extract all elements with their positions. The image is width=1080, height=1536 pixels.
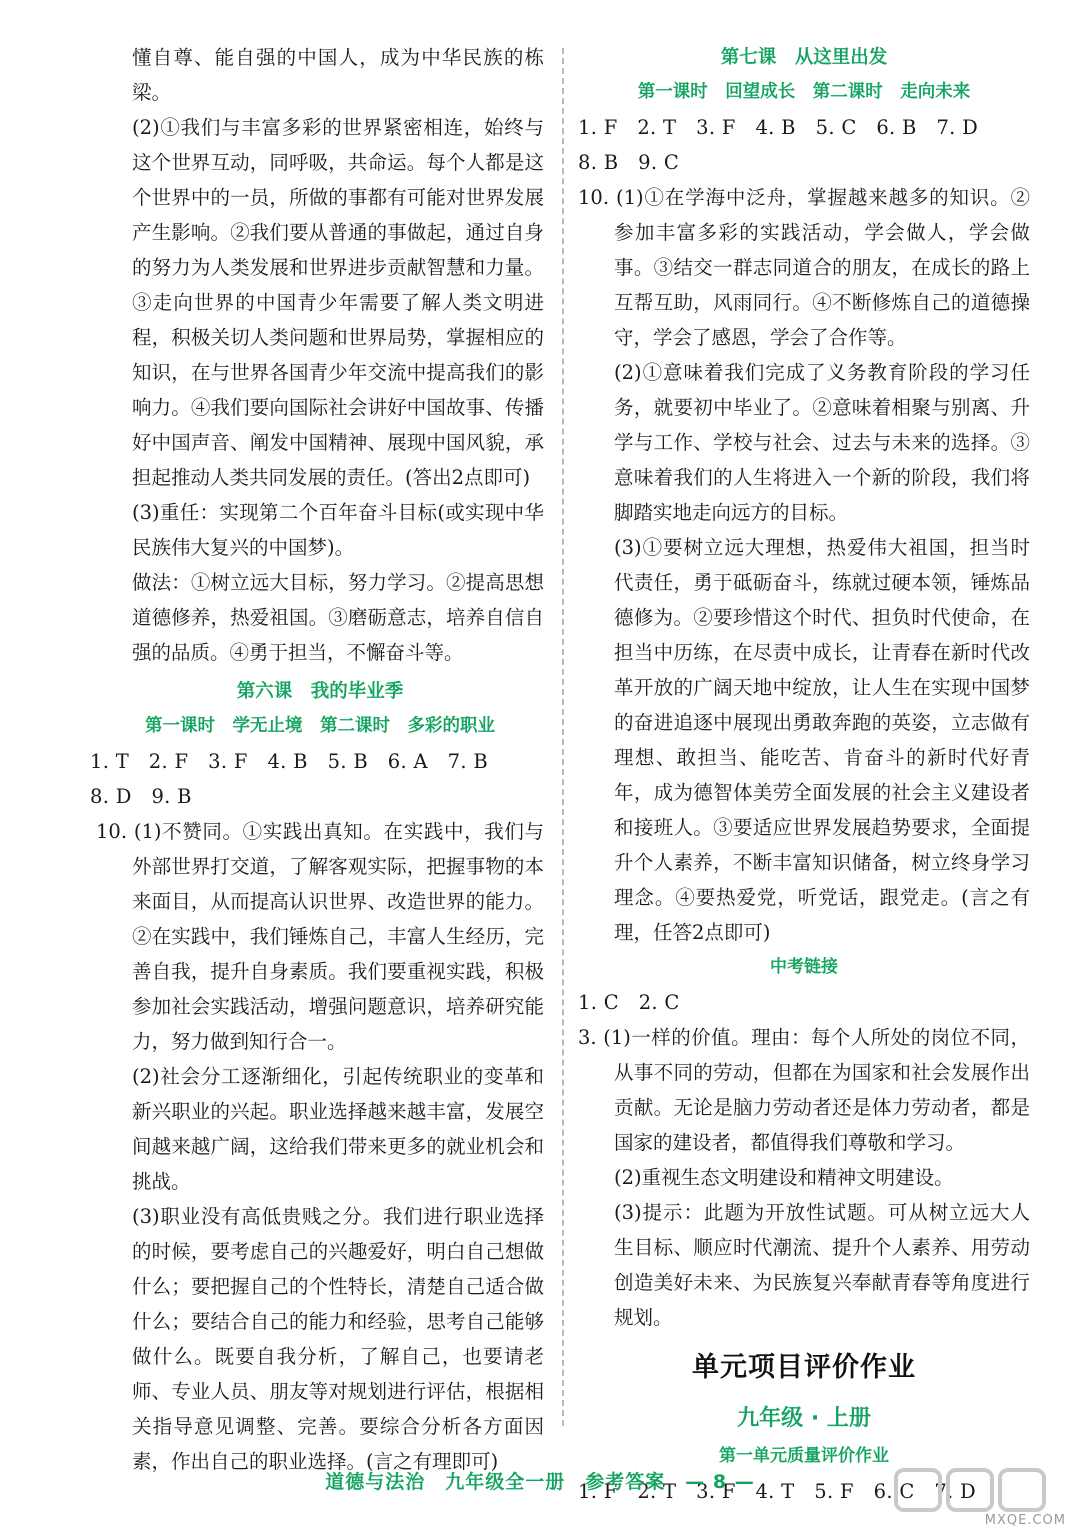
zhongkao-link-title: 中考链接 [770,957,838,977]
zhongkao-q3-part-3: (3)提示：此题为开放性试题。可从树立远大人生目标、顺应时代潮流、提升个人素养、用劳动创造美好未来、为民族复兴奉献青春等角度进行规划。 [614,1201,1030,1329]
question-10-part-1: 10. (1)①在学海中泛舟，掌握越来越多的知识。②参加丰富多彩的实践活动，学会做人，学会做事。③结交一群志同道合的朋友，在成长的路上互帮互助，风雨同行。④不断修炼自己的道德操守，学会了感恩，学会了合作等。 [578,186,1030,349]
question-10-part-3: (3)①要树立远大理想，热爱伟大祖国，担当时代责任，勇于砥砺奋斗，练就过硬本领，锤炼品德修为。②要珍惜这个时代、担负时代使命，在担当中历练，在尽责中成长，让青春在新时代改革开放的广阔天地中绽放，让人生在实现中国梦的奋进追逐中展现出勇敢奔跑的英姿，立志做有理想、敢担当、能吃苦、肯奋斗的新时代好青年，成为德智体美劳全面发展的社会主义建设者和接班人。③要适应世界发展趋势要求，全面提升个人素养，不断丰富知识储备，树立终身学习理念。④要热爱党，听党话，跟党走。(言之有理，任答2点即可) [614,536,1030,944]
zhongkao-q3-part-2: (2)重视生态文明建设和精神文明建设。 [614,1166,954,1189]
grade-title: 九年级 · 上册 [737,1406,871,1431]
answer-row: 1. F 2. T 3. F 4. B 5. C 6. B 7. D [578,116,979,139]
answer-row: 1. C 2. C [578,991,680,1014]
answer-row: 8. B 9. C [578,151,680,174]
page-footer: 道德与法治 九年级全一册 参考答案 — 8 — [325,1471,755,1493]
question-10-part-2: (2)社会分工逐渐细化，引起传统职业的变革和新兴职业的兴起。职业选择越来越丰富，发展空间越来越广阔，这给我们带来更多的就业机会和挑战。 [132,1065,544,1193]
question-10-part-2: (2)①意味着我们完成了义务教育阶段的学习任务，就要初中毕业了。②意味着相聚与别离、升学与工作、学校与社会、过去与未来的选择。③意味着我们的人生将进入一个新的阶段，我们将脚踏实地走向远方的目标。 [614,361,1030,524]
question-10-part-3: (3)职业没有高低贵贱之分。我们进行职业选择的时候，要考虑自己的兴趣爱好，明白自己想做什么；要把握自己的个性特长，清楚自己适合做什么；要结合自己的能力和经验，思考自己能够做什么。既要自我分析，了解自己，也要请老师、专业人员、朋友等对规划进行评估，根据相关指导意见调整、完善。要综合分析各方面因素，作出自己的职业选择。(言之有理即可) [132,1205,544,1473]
watermark-text: MXQE.COM [984,1513,1066,1528]
lesson-7-title: 第七课 从这里出发 [720,47,888,68]
answer-row: 1. F 2. T 3. F 4. T 5. F 6. C 7. D [578,1480,976,1503]
left-column [90,40,544,1479]
answer-row: 1. T 2. F 3. F 4. B 5. B 6. A 7. B [90,750,488,773]
question-10-part-1: 10. (1)不赞同。①实践出真知。在实践中，我们与外部世界打交道，了解客观实际，把握事物的本来面目，从而提高认识世界、改造世界的能力。②在实践中，我们锤炼自己，丰富人生经历，完善自我，提升自身素质。我们要重视实践，积极参加社会实践活动，增强问题意识，培养研究能力，努力做到知行合一。 [96,820,544,1053]
lesson-6-title: 第六课 我的毕业季 [236,681,404,702]
column-divider [562,48,564,1426]
right-column [578,40,1030,1509]
answer-paragraph: 做法：①树立远大目标，努力学习。②提高思想道德修养，热爱祖国。③磨砺意志，培养自信自强的品质。④勇于担当，不懈奋斗等。 [132,571,544,664]
answer-paragraph: (2)①我们与丰富多彩的世界紧密相连，始终与这个世界互动，同呼吸，共命运。每个人都是这个世界中的一员，所做的事都有可能对世界发展产生影响。②我们要从普通的事做起，通过自身的努力为人类发展和世界进步贡献智慧和力量。③走向世界的中国青少年需要了解人类文明进程，积极关切人类问题和世界局势，掌握相应的知识，在与世界各国青少年交流中提高我们的影响力。④我们要向国际社会讲好中国故事、传播好中国声音、阐发中国精神、展现中国风貌，承担起推动人类共同发展的责任。(答出2点即可) [132,116,544,489]
answer-paragraph: 懂自尊、能自强的中国人，成为中华民族的栋梁。 [132,46,544,104]
answer-paragraph: (3)重任：实现第二个百年奋斗目标(或实现中华民族伟大复兴的中国梦)。 [132,501,544,559]
zhongkao-q3-part-1: 3. (1)一样的价值。理由：每个人所处的岗位不同，从事不同的劳动，但都在为国家和社会发展作出贡献。无论是脑力劳动者还是体力劳动者，都是国家的建设者，都值得我们尊敬和学习。 [578,1026,1030,1154]
unit-project-title: 单元项目评价作业 [692,1352,916,1383]
lesson-6-periods: 第一课时 学无止境 第二课时 多彩的职业 [145,716,495,736]
lesson-7-periods: 第一课时 回望成长 第二课时 走向未来 [637,82,971,102]
unit-1-title: 第一单元质量评价作业 [719,1446,889,1466]
answer-row: 8. D 9. B [90,785,192,808]
